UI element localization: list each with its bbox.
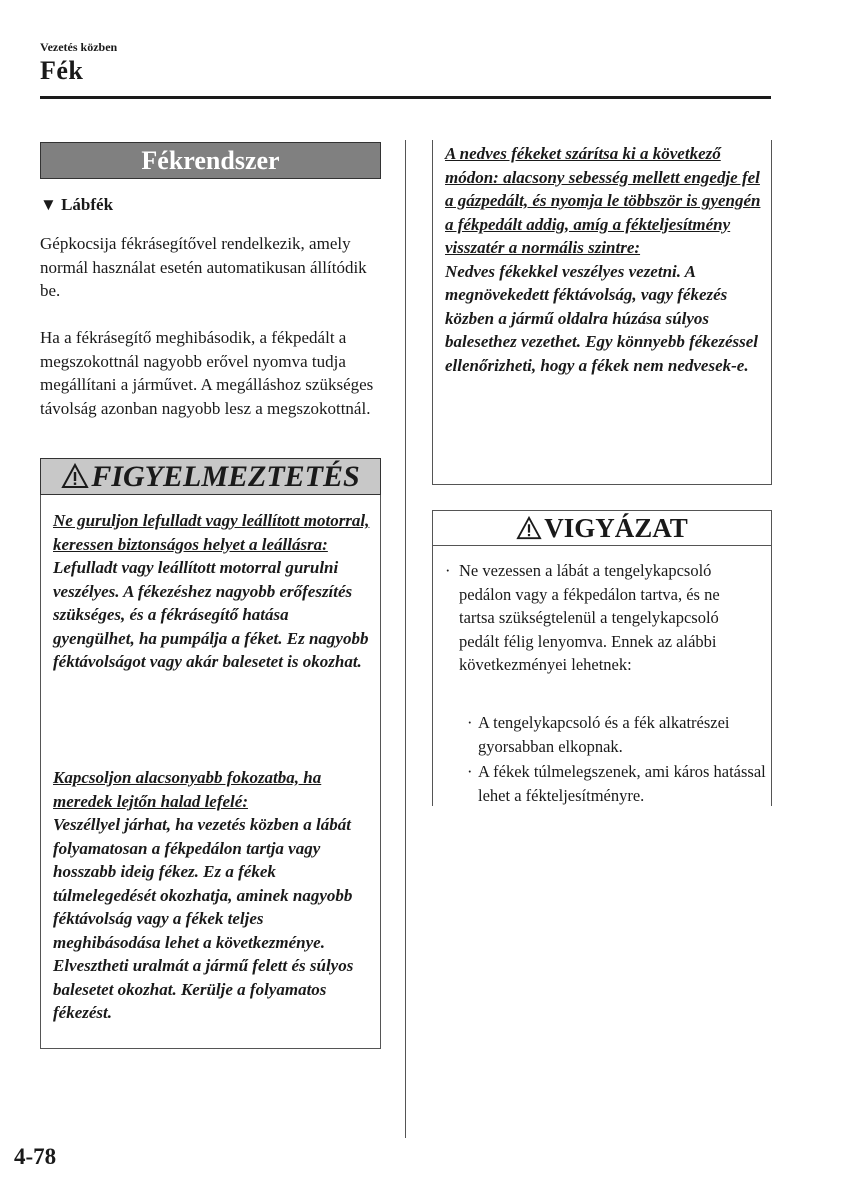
caution-subitem — [467, 711, 767, 758]
subheading — [40, 195, 113, 215]
warning-item-heading: A nedves fékeket szárítsa ki a következő módon: alacsony sebesség mellett engedje fel a gázpedált, és nyomja le többször is gyengén a fékpedált addig, amíg a fékteljesítmény visszatér a normális szintre: — [445, 144, 761, 257]
warning-item-wet-brakes — [445, 142, 765, 377]
caution-subitem-text: A fékek túlmelegszenek, ami káros hatással lehet a fékteljesítményre. — [478, 762, 766, 805]
warning-item-downhill — [53, 766, 373, 1025]
caution-item-text: Ne vezessen a lábát a tengelykapcsoló pedálon vagy a fékpedálon tartva, és ne tartsa szükségtelenül a tengelykapcsoló pedált félig lenyomva. Ennek az alábbi következményei lehetnek: — [459, 561, 720, 674]
running-header-section: Vezetés közben — [40, 40, 118, 54]
bullet-icon: · — [445, 561, 451, 580]
caution-subitem-text: A tengelykapcsoló és a fék alkatrészei gyorsabban elkopnak. — [478, 713, 730, 756]
caution-title: VIGYÁZAT — [544, 513, 688, 543]
section-title: Fékrendszer — [40, 142, 381, 179]
warning-item-body: Lefulladt vagy leállított motorral gurulni veszélyes. A fékezéshez nagyobb erőfeszítés szükséges, és a fékrásegítő hatása gyengülhet, ha pumpálja a féket. Ez nagyobb féktávolságot vagy akár balesetet is okozhat. — [53, 558, 369, 671]
caution-item — [445, 559, 748, 677]
bullet-icon: · — [467, 713, 473, 732]
warning-item-heading: Ne guruljon lefulladt vagy leállított motorral, keressen biztonságos helyet a leállásra: — [53, 511, 370, 554]
page-title: Fék — [40, 56, 84, 85]
warning-header — [40, 458, 381, 495]
caution-subitem — [467, 760, 767, 807]
warning-item-heading: Kapcsoljon alacsonyabb fokozatba, ha meredek lejtőn halad lefelé: — [53, 768, 322, 811]
caution-header — [432, 510, 772, 546]
page-number: 4-78 — [14, 1144, 57, 1169]
subheading-label: Lábfék — [61, 195, 114, 214]
triangle-down-icon: ▼ — [40, 195, 57, 214]
paragraph-booster-failure: Ha a fékrásegítő meghibásodik, a fékpedált a megszokottnál nagyobb erővel nyomva tudja megállítani a járművet. A megálláshoz szükséges távolság azonban nagyobb lesz a megszokottnál. — [40, 328, 374, 418]
warning-item-coasting — [53, 509, 373, 674]
warning-item-body: Nedves fékekkel veszélyes vezetni. A megnövekedett féktávolság, vagy fékezés közben a jármű oldalra húzása súlyos balesethez vezethet. Egy könnyebb fékezéssel ellenőrizheti, hogy a fékek nem nedvesek-e. — [445, 261, 759, 375]
warning-triangle-icon — [61, 463, 89, 489]
warning-item-body: Veszéllyel járhat, ha vezetés közben a lábát folyamatosan a fékpedálon tartja vagy hosszabb ideig fékez. Ez a fékek túlmelegedését okozhatja, aminek nagyobb féktávolság vagy a fékek teljes meghibásodása lehet a következménye. Elvesztheti uralmát a jármű felett és súlyos balesetet okozhat. Kerülje a folyamatos fékezést. — [53, 815, 354, 1022]
header-rule — [40, 96, 771, 99]
warning-title: FIGYELMEZTETÉS — [91, 460, 360, 493]
paragraph-booster: Gépkocsija fékrásegítővel rendelkezik, amely normál használat esetén automatikusan állítódik be. — [40, 234, 367, 300]
bullet-icon: · — [467, 762, 473, 781]
column-divider — [405, 140, 406, 1138]
warning-triangle-icon — [516, 516, 542, 540]
